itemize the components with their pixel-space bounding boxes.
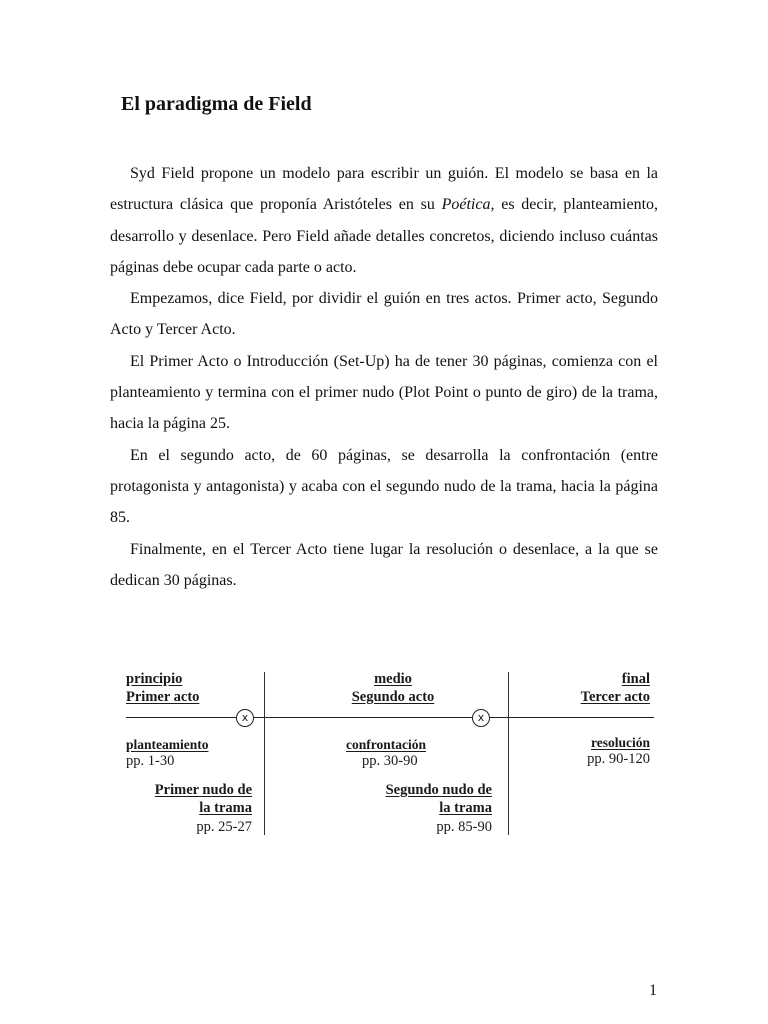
timeline-axis <box>126 717 654 718</box>
plot-point-2-marker: x <box>472 709 490 727</box>
plot-point-1-pages: pp. 25-27 <box>196 819 252 835</box>
plot-point-1-label-line2: la trama <box>199 800 252 816</box>
act2-pages-label: pp. 30-90 <box>362 753 418 769</box>
act3-pages-label: pp. 90-120 <box>587 751 650 767</box>
plot-point-2-label-line2: la trama <box>439 800 492 816</box>
paragraph-2: Empezamos, dice Field, por dividir el guión en tres actos. Primer acto, Segundo Acto y Tercer Acto. <box>110 290 658 339</box>
act3-name-label: Tercer acto <box>580 689 650 705</box>
act3-part-label: final <box>621 671 650 687</box>
paragraph-5: Finalmente, en el Tercer Acto tiene lugar la resolución o desenlace, a la que se dedican 30 páginas. <box>110 540 658 589</box>
act2-name-label: Segundo acto <box>351 689 435 705</box>
page-title: El paradigma de Field <box>121 93 312 115</box>
act2-phase-label: confrontación <box>346 737 426 752</box>
body-text <box>110 158 658 596</box>
paragraph-1-start: Syd Field propone un modelo para escribir un guión. El modelo se basa en la estructura clásica que proponía Aristóteles en su <box>110 165 658 214</box>
plot-point-1-label-line1: Primer nudo de <box>154 782 252 798</box>
paragraph-3: El Primer Acto o Introducción (Set-Up) ha de tener 30 páginas, comienza con el planteamiento y termina con el primer nudo (Plot Point o punto de giro) de la trama, hacia la página 25. <box>110 352 658 433</box>
paragraph-1-end: , es decir, planteamiento, desarrollo y desenlace. Pero Field añade detalles concretos, diciendo incluso cuántas páginas debe ocupar cada parte o acto. <box>110 196 659 276</box>
act1-part-label: principio <box>126 671 183 687</box>
act1-name-label: Primer acto <box>126 689 200 705</box>
act1-pages-label: pp. 1-30 <box>126 753 175 769</box>
field-paradigm-diagram <box>118 660 658 845</box>
book-title-poetica: Poética <box>441 196 491 214</box>
paragraph-4: En el segundo acto, de 60 páginas, se desarrolla la confrontación (entre protagonista y antagonista) y acaba con el segundo nudo de la trama, hacia la página 85. <box>110 446 658 527</box>
act3-phase-label: resolución <box>590 735 650 750</box>
act2-act3-divider <box>508 672 509 835</box>
page-number: 1 <box>649 982 657 999</box>
plot-point-2-pages: pp. 85-90 <box>436 819 492 835</box>
plot-point-2-label-line1: Segundo nudo de <box>385 782 492 798</box>
act1-act2-divider <box>264 672 265 835</box>
act1-phase-label: planteamiento <box>126 737 209 752</box>
plot-point-1-marker: x <box>236 709 254 727</box>
act2-part-label: medio <box>374 671 412 687</box>
paragraph-1 <box>110 158 658 283</box>
